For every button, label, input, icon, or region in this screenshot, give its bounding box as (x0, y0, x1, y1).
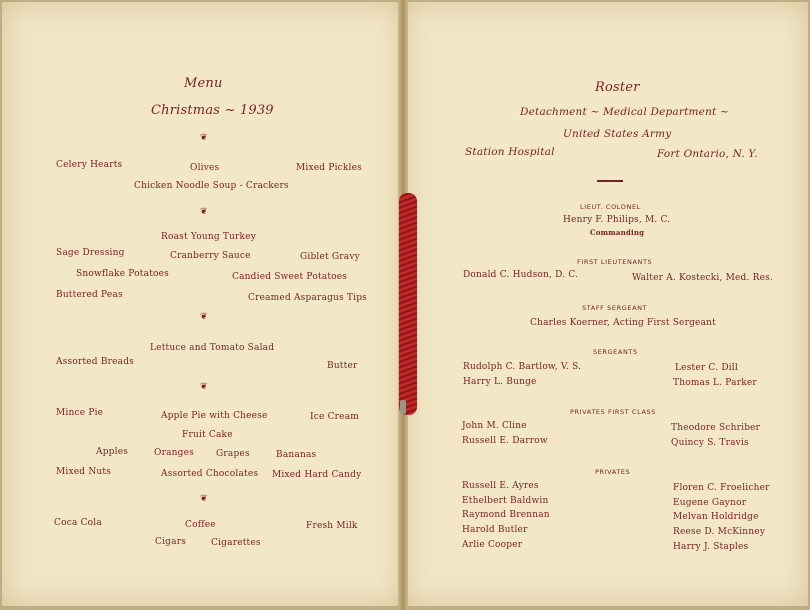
rank-heading: FIRST LIEUTENANTS (577, 258, 653, 266)
menu-item: Mixed Nuts (56, 467, 112, 477)
roster-name: Rudolph C. Bartlow, V. S. (463, 362, 582, 372)
roster-name: Harold Butler (462, 525, 528, 535)
menu-item: Sage Dressing (56, 248, 125, 258)
roster-name: Henry F. Philips, M. C. (563, 215, 671, 225)
roster-army: United States Army (563, 128, 672, 140)
roster-location: Fort Ontario, N. Y. (657, 148, 758, 160)
menu-item: Mixed Pickles (296, 163, 362, 173)
ornament-icon: ❦ (200, 494, 208, 504)
menu-item: Coca Cola (54, 518, 102, 528)
menu-item: Cranberry Sauce (170, 251, 251, 261)
menu-item: Candied Sweet Potatoes (232, 272, 348, 282)
roster-name: Harry L. Bunge (463, 377, 537, 387)
menu-item: Bananas (276, 450, 317, 460)
menu-item: Ice Cream (310, 412, 359, 422)
rank-heading: PRIVATES (595, 468, 631, 476)
menu-item: Butter (327, 361, 358, 371)
roster-name: Reese D. McKinney (673, 527, 766, 537)
menu-item: Assorted Breads (56, 357, 135, 367)
menu-title: Menu (184, 76, 223, 91)
divider (597, 180, 623, 182)
menu-item: Assorted Chocolates (161, 469, 259, 479)
roster-name: Harry J. Staples (673, 542, 749, 552)
menu-item: Roast Young Turkey (161, 232, 257, 242)
roster-name: Thomas L. Parker (673, 378, 757, 388)
roster-name: Walter A. Kostecki, Med. Res. (632, 273, 774, 283)
roster-name: Theodore Schriber (671, 423, 761, 433)
menu-item: Mixed Hard Candy (272, 470, 362, 480)
menu-item: Grapes (216, 449, 250, 459)
menu-item: Fresh Milk (306, 521, 358, 531)
menu-item: Snowflake Potatoes (76, 269, 169, 279)
ribbon-bookmark[interactable] (399, 193, 417, 415)
menu-item: Celery Hearts (56, 160, 123, 170)
roster-name: Russell E. Darrow (462, 436, 548, 446)
roster-name: Floren C. Froelicher (673, 483, 770, 493)
menu-item: Apples (96, 447, 129, 457)
roster-role: Commanding (590, 228, 645, 237)
menu-item: Chicken Noodle Soup - Crackers (134, 181, 289, 191)
menu-item: Apple Pie with Cheese (161, 411, 268, 421)
roster-name: Melvan Holdridge (673, 512, 759, 522)
menu-item: Lettuce and Tomato Salad (150, 343, 275, 353)
rank-heading: SERGEANTS (593, 348, 638, 356)
menu-page (2, 2, 402, 606)
roster-name: Charles Koerner, Acting First Sergeant (530, 318, 716, 328)
menu-item: Oranges (154, 448, 194, 458)
roster-name: Arlie Cooper (462, 540, 523, 550)
roster-unit: Detachment ~ Medical Department ~ (520, 106, 730, 118)
menu-item: Coffee (185, 520, 216, 530)
rank-heading: STAFF SERGEANT (582, 304, 648, 312)
menu-item: Creamed Asparagus Tips (248, 293, 367, 303)
roster-title: Roster (595, 80, 640, 95)
roster-name: Russell E. Ayres (462, 481, 539, 491)
roster-name: Eugene Gaynor (673, 498, 747, 508)
roster-name: Quincy S. Travis (671, 438, 749, 448)
menu-item: Olives (190, 163, 220, 173)
ornament-icon: ❦ (200, 207, 208, 217)
roster-name: Raymond Brennan (462, 510, 550, 520)
menu-item: Cigarettes (211, 538, 261, 548)
menu-subtitle: Christmas ~ 1939 (151, 103, 274, 118)
roster-hospital: Station Hospital (465, 146, 555, 158)
menu-item: Mince Pie (56, 408, 104, 418)
roster-name: Donald C. Hudson, D. C. (463, 270, 579, 280)
roster-name: John M. Cline (462, 421, 527, 431)
ornament-icon: ❦ (200, 382, 208, 392)
menu-item: Fruit Cake (182, 430, 233, 440)
ribbon-tip (400, 400, 406, 414)
rank-heading: LIEUT. COLONEL (580, 203, 641, 211)
roster-name: Lester C. Dill (675, 363, 738, 373)
ornament-icon: ❦ (200, 133, 208, 143)
menu-item: Buttered Peas (56, 290, 123, 300)
menu-item: Cigars (155, 537, 187, 547)
roster-name: Ethelbert Baldwin (462, 496, 549, 506)
menu-item: Giblet Gravy (300, 252, 360, 262)
ornament-icon: ❦ (200, 312, 208, 322)
rank-heading: PRIVATES FIRST CLASS (570, 408, 656, 416)
